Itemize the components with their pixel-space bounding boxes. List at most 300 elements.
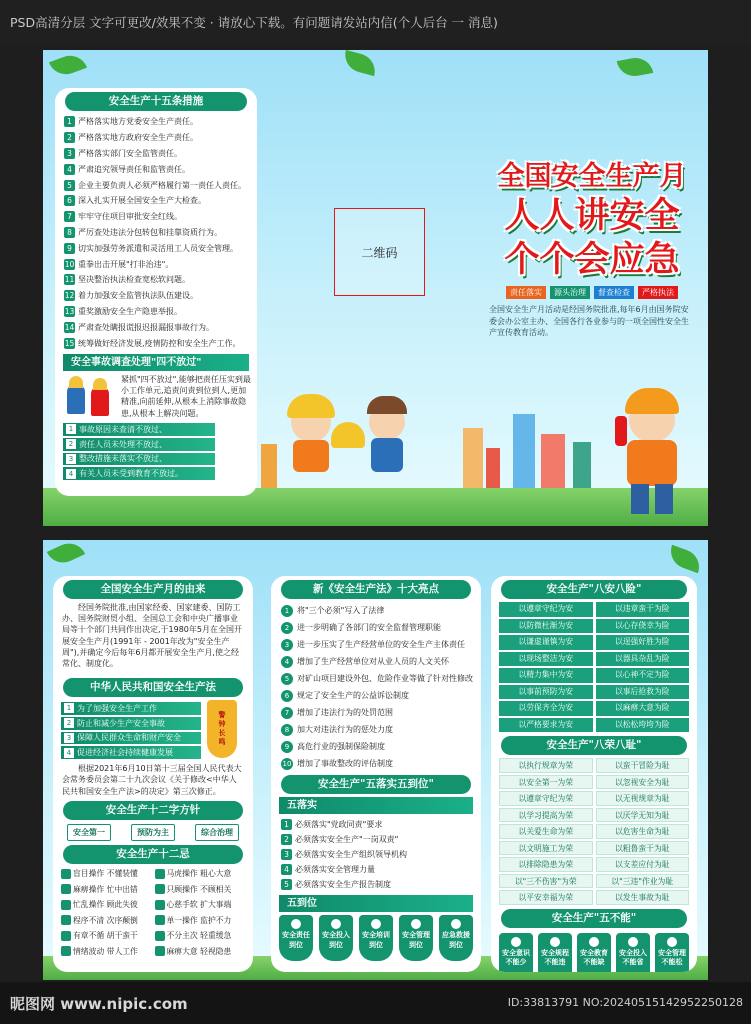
pair-row <box>499 668 689 683</box>
qr-code-placeholder: 二维码 <box>334 208 425 296</box>
taboo-text: 单一操作 监护不力 <box>166 915 232 925</box>
pair-right: 以麻痹大意为险 <box>596 701 690 716</box>
pair-right: 以事后抢救为险 <box>596 685 690 700</box>
building <box>513 414 535 488</box>
number-badge: 7 <box>281 707 293 719</box>
pair-row <box>499 701 689 716</box>
pair-right: 以器具杂乱为险 <box>596 652 690 667</box>
taboo-icon <box>155 869 165 879</box>
law-title: 中华人民共和国安全生产法 <box>63 678 243 697</box>
shield-icon <box>411 919 421 929</box>
measure-item-text: 严格落实地方政府安全生产责任。 <box>78 133 198 143</box>
number-badge: 14 <box>64 322 75 332</box>
taboo-text: 心慈手软 扩大事端 <box>166 900 232 910</box>
pair-left: 以文明施工为荣 <box>499 841 593 856</box>
taboo-item <box>61 945 152 959</box>
law-purpose-item <box>61 717 201 730</box>
number-badge: 8 <box>281 724 293 736</box>
law-highlight-text: 将"三个必须"写入了法律 <box>297 606 385 615</box>
five-sub2: 五到位 <box>279 895 473 912</box>
law-note: 根据2021年6月10日第十三届全国人民代表大会常务委员会第二十九次会议《关于修改<中华人民共和国安全生产法>的决定》第三次修正。 <box>62 764 242 796</box>
pair-row <box>499 857 689 872</box>
shield-text: 应急救援到位 <box>442 931 470 949</box>
shield-badge <box>577 933 611 973</box>
taboo-item <box>61 898 152 912</box>
four-no-item <box>63 438 215 451</box>
number-badge: 5 <box>281 673 293 685</box>
law-highlight <box>281 687 475 704</box>
taboo-icon <box>155 900 165 910</box>
law-purpose-text: 为了加强安全生产工作 <box>77 703 157 713</box>
worker-mascot <box>615 388 693 518</box>
pair-row <box>499 652 689 667</box>
number-badge: 9 <box>64 243 75 254</box>
taboo-item <box>155 929 246 943</box>
law-purpose-item <box>61 746 201 759</box>
five-item <box>281 832 475 847</box>
number-badge: 7 <box>64 211 75 222</box>
measure-item-text: 坚决整治执法检查宽松软问题。 <box>78 275 190 285</box>
measure-item-text: 切实加强劳务派遣和灵活用工人员安全管理。 <box>78 243 238 253</box>
pair-row <box>499 824 689 839</box>
four-no-item <box>63 423 215 436</box>
pair-left: 以防微杜渐为安 <box>499 619 593 634</box>
measure-item <box>64 177 251 193</box>
eight-honor-title: 安全生产"八荣八耻" <box>501 736 687 755</box>
pair-left: 以事前预防为安 <box>499 685 593 700</box>
taboo-item <box>155 883 246 897</box>
building <box>261 444 277 488</box>
measure-item <box>64 130 251 146</box>
measure-item <box>64 304 251 320</box>
pair-right: 以心存侥幸为险 <box>596 619 690 634</box>
measures-list <box>55 114 257 351</box>
taboo-item <box>155 914 246 928</box>
number-badge: 11 <box>64 275 75 285</box>
number-badge: 9 <box>281 741 293 753</box>
pair-left: 以劳保齐全为安 <box>499 701 593 716</box>
watermark-bar <box>0 982 751 1024</box>
shield-badge <box>616 933 650 973</box>
law-highlight <box>281 738 475 755</box>
bell-char: 长 <box>218 729 226 737</box>
twelve-char-chips <box>53 824 253 841</box>
leaf-decoration <box>49 51 87 80</box>
brochure-back <box>43 540 708 980</box>
taboo-item <box>155 867 246 881</box>
site-logo: 昵图网 www.nipic.com <box>10 995 188 1013</box>
shield-icon <box>291 919 301 929</box>
shield-text: 安全投入到位 <box>322 931 350 949</box>
measure-item <box>64 288 251 304</box>
shield-text: 安全管理不能松 <box>658 948 686 966</box>
measure-item-text: 统筹做好经济发展,疫情防控和安全生产工作。 <box>78 338 241 348</box>
measure-item-text: 牢牢守住项目审批安全红线。 <box>78 212 182 222</box>
number-badge: 12 <box>64 291 75 301</box>
four-no-item-text: 有关人员未受到教育不放过。 <box>79 469 183 479</box>
taboo-icon <box>155 946 165 956</box>
measure-item-text: 深入扎实开展全国安全生产大检查。 <box>78 196 206 206</box>
number-badge: 3 <box>281 639 293 651</box>
pair-right: 以无视规章为耻 <box>596 791 690 806</box>
taboo-item <box>155 898 246 912</box>
taboo-text: 只顾操作 不顾相关 <box>166 884 232 894</box>
law-highlight <box>281 636 475 653</box>
law-highlight <box>281 670 475 687</box>
law-highlight-text: 进一步压实了生产经营单位的安全生产主体责任 <box>297 640 465 649</box>
shield-badge <box>359 915 393 961</box>
shield-icon <box>451 919 461 929</box>
pair-right: 以蛮干冒险为耻 <box>596 758 690 773</box>
four-no-title: 安全事故调查处理"四不放过" <box>63 354 249 371</box>
principle-chip: 预防为主 <box>131 824 175 841</box>
bell-char: 警 <box>218 711 226 719</box>
taboo-icon <box>61 869 71 879</box>
shield-icon <box>550 937 560 947</box>
taboo-item <box>61 883 152 897</box>
shield-text: 安全管理到位 <box>402 931 430 949</box>
pair-row <box>499 808 689 823</box>
number-badge: 2 <box>281 834 292 845</box>
law-highlight-text: 增加了违法行为的处罚范围 <box>297 708 393 717</box>
panel-measures <box>55 88 257 496</box>
five-item <box>281 862 475 877</box>
pair-left: 以排除隐患为荣 <box>499 857 593 872</box>
cover-desc: 全国安全生产月活动是经国务院批准,每年6月由国务院安委会办公室主办、全国各行各业参与的一项全国性安全生产宣传教育活动。 <box>489 305 689 337</box>
number-badge: 1 <box>281 819 292 830</box>
law-highlight-text: 加大对违法行为的惩处力度 <box>297 725 393 734</box>
number-badge: 3 <box>64 148 75 159</box>
law-highlight-text: 对矿山项目建设外包、危险作业等做了针对性修改 <box>297 674 473 683</box>
number-badge: 2 <box>281 622 293 634</box>
number-badge: 2 <box>64 132 75 143</box>
five-no-title: 安全生产"五不能" <box>501 909 687 928</box>
image-id: ID:33813791 NO:20240515142952250128 <box>507 996 743 1009</box>
panel-law-highlights <box>271 576 481 972</box>
law-highlight-text: 进一步明确了各部门的安全监督管理职能 <box>297 623 441 632</box>
workers-illustration <box>63 376 119 418</box>
leaf-decoration <box>617 55 654 79</box>
leaf-decoration <box>47 540 85 568</box>
pair-right: 以松松垮垮为险 <box>596 718 690 733</box>
cover-tags <box>483 286 701 299</box>
pair-right: 以忽视安全为耻 <box>596 775 690 790</box>
building <box>463 428 483 488</box>
number-badge: 4 <box>64 164 75 175</box>
pair-right: 以厌学无知为耻 <box>596 808 690 823</box>
building <box>486 448 500 488</box>
shield-icon <box>511 937 521 947</box>
five-item-text: 必须落实安全生产报告制度 <box>295 880 391 889</box>
shield-text: 安全意识不能少 <box>502 948 530 966</box>
law-purpose-text: 防止和减少生产安全事故 <box>77 718 165 728</box>
taboo-item <box>61 914 152 928</box>
taboo-text: 情绪波动 带人工作 <box>73 946 138 956</box>
law-highlight <box>281 755 475 772</box>
eight-honor-table <box>491 758 697 905</box>
number-badge: 4 <box>64 748 74 758</box>
law-highlight <box>281 721 475 738</box>
number-badge: 4 <box>281 864 292 875</box>
pair-row <box>499 758 689 773</box>
number-badge: 1 <box>64 116 75 127</box>
number-badge: 3 <box>281 849 292 860</box>
measure-item <box>64 193 251 209</box>
kids-helmet-illustration <box>273 380 473 488</box>
taboo-icon <box>61 915 71 925</box>
number-badge: 2 <box>66 439 76 449</box>
principle-chip: 安全第一 <box>67 824 111 841</box>
bell-char: 鸣 <box>218 738 226 746</box>
cover-title-line3: 个个会应急 <box>504 240 680 280</box>
taboo-text: 忙乱操作 顾此失彼 <box>73 900 138 910</box>
five-item-text: 必须落实"党政同责"要求 <box>295 820 383 829</box>
taboo-text: 有章不循 胡干蛮干 <box>73 931 138 941</box>
five-no-shields <box>491 931 697 973</box>
law-purpose-list <box>61 700 201 761</box>
number-badge: 15 <box>64 338 75 348</box>
law-purpose-text: 保障人民群众生命和财产安全 <box>77 733 181 743</box>
pair-left: 以学习提高为荣 <box>499 808 593 823</box>
pair-right: 以逞强好胜为险 <box>596 635 690 650</box>
measure-item <box>64 225 251 241</box>
five-item <box>281 877 475 892</box>
number-badge: 5 <box>281 879 292 890</box>
five-item <box>281 847 475 862</box>
five-list <box>271 817 481 892</box>
cover-title-line1: 全国安全生产月 <box>497 161 687 192</box>
number-badge: 3 <box>64 733 74 743</box>
taboo-icon <box>61 900 71 910</box>
law-highlight <box>281 704 475 721</box>
shield-badge <box>319 915 353 961</box>
measure-item <box>64 209 251 225</box>
law-highlight <box>281 653 475 670</box>
four-no-item <box>63 467 215 480</box>
pair-row <box>499 685 689 700</box>
pair-left: 以关爱生命为荣 <box>499 824 593 839</box>
law-purpose-item <box>61 702 201 715</box>
law-highlight-text: 规定了安全生产的公益诉讼制度 <box>297 691 409 700</box>
measure-item-text: 严肃查处瞒报谎报迟报漏报事故行为。 <box>78 322 214 332</box>
shield-badge <box>538 933 572 973</box>
four-no-item-text: 整改措施未落实不放过、 <box>79 454 167 464</box>
number-badge: 10 <box>64 259 75 269</box>
cover-tag: 责任落实 <box>506 286 546 299</box>
number-badge: 1 <box>281 605 293 617</box>
pair-right: 以违章蛮干为险 <box>596 602 690 617</box>
taboo-icon <box>61 931 71 941</box>
pair-row <box>499 635 689 650</box>
pair-row <box>499 718 689 733</box>
measure-item-text: 重拳出击开展"打非治违"。 <box>78 259 174 269</box>
pair-left: 以遵章守纪为安 <box>499 602 593 617</box>
law-highlight-text: 增加了事故整改的评估制度 <box>297 759 393 768</box>
shield-badge <box>439 915 473 961</box>
pair-right: 以支差应付为耻 <box>596 857 690 872</box>
taboo-icon <box>155 884 165 894</box>
shield-badge <box>399 915 433 961</box>
taboos-title: 安全生产十二忌 <box>63 845 243 864</box>
four-no-item-text: 事故原因未查清不放过、 <box>79 424 167 434</box>
five-sub1: 五落实 <box>279 797 473 814</box>
pair-right: 以危害生命为耻 <box>596 824 690 839</box>
shield-icon <box>589 937 599 947</box>
pair-left: 以谦虚谨慎为安 <box>499 635 593 650</box>
measure-item-text: 严格落实地方党委安全生产责任。 <box>78 117 198 127</box>
number-badge: 8 <box>64 227 75 238</box>
number-badge: 1 <box>64 703 74 713</box>
number-badge: 2 <box>64 718 74 728</box>
shield-badge <box>279 915 313 961</box>
shield-text: 安全责任到位 <box>282 931 310 949</box>
law-highlight-text: 高危行业的强制保险制度 <box>297 742 385 751</box>
taboo-item <box>155 945 246 959</box>
taboo-item <box>61 929 152 943</box>
law-highlight <box>281 602 475 619</box>
measure-item <box>64 256 251 272</box>
five-item-text: 必须落实安全管理力量 <box>295 865 375 874</box>
pair-left: 以遵章守纪为荣 <box>499 791 593 806</box>
measure-item-text: 企业主要负责人必须严格履行第一责任人责任。 <box>78 180 246 190</box>
number-badge: 1 <box>66 424 76 434</box>
twelve-char-title: 安全生产十二字方针 <box>63 801 243 820</box>
bell-badge <box>207 700 237 758</box>
measure-item-text: 严厉查处违法分包转包和挂靠资质行为。 <box>78 227 222 237</box>
cover-tag: 严格执法 <box>638 286 678 299</box>
pair-right: 以发生事故为耻 <box>596 890 690 905</box>
taboo-text: 麻痹操作 忙中出错 <box>73 884 138 894</box>
eight-safe-title: 安全生产"八安八险" <box>501 580 687 599</box>
shield-badge <box>655 933 689 973</box>
brochure-front <box>43 50 708 526</box>
number-badge: 10 <box>282 759 292 768</box>
origin-text: 经国务院批准,由国家经委、国家建委、国防工办、国务院财贸小组、全国总工会和中央广播事业局等十个部门共同作出决定,于1980年5月在全国开展安全生产月(1991年 - 2001年改为"安全生产周"),并确定今后每年6月都开展安全生产月,使之经常化、制度化。 <box>62 603 242 669</box>
number-badge: 3 <box>66 454 76 464</box>
principle-chip: 综合治理 <box>195 824 239 841</box>
download-notice: PSD高清分层 文字可更改/效果不变 · 请放心下载。有问题请发站内信(个人后台 一 消息) <box>0 0 751 46</box>
pair-left: 以严格要求为安 <box>499 718 593 733</box>
pair-left: 以"三不伤害"为荣 <box>499 874 593 889</box>
number-badge: 6 <box>64 195 75 206</box>
shield-badge <box>499 933 533 973</box>
pair-left: 以精力集中为安 <box>499 668 593 683</box>
taboo-text: 麻痹大意 轻视隐患 <box>166 946 232 956</box>
shield-text: 安全教育不能缺 <box>580 948 608 966</box>
pair-left: 以平安幸福为荣 <box>499 890 593 905</box>
bell-char: 钟 <box>218 720 226 728</box>
measures-title: 安全生产十五条措施 <box>65 92 247 111</box>
number-badge: 4 <box>281 656 293 668</box>
pair-row <box>499 619 689 634</box>
cover-tag: 源头治理 <box>550 286 590 299</box>
panel-eight <box>491 576 697 972</box>
pair-row <box>499 890 689 905</box>
measure-item-text: 严格落实部门安全监管责任。 <box>78 148 182 158</box>
building <box>573 442 591 488</box>
shield-text: 安全规程不能违 <box>541 948 569 966</box>
shield-icon <box>667 937 677 947</box>
four-no-item-text: 责任人员未处理不放过、 <box>79 439 167 449</box>
four-no-desc: 紧抓"四不放过",能够把责任压实到最小工作单元,追责问责到位到人,更加精准,向前延伸,从根本上消除事故隐患,从根本上解决问题。 <box>121 374 251 418</box>
law-new-list <box>271 602 481 772</box>
five-item-text: 必须落实安全生产组织领导机构 <box>295 850 407 859</box>
pair-left: 以现场整洁为安 <box>499 652 593 667</box>
origin-title: 全国安全生产月的由来 <box>63 580 243 599</box>
measure-item <box>64 240 251 256</box>
number-badge: 5 <box>64 180 75 191</box>
taboo-icon <box>155 931 165 941</box>
pair-row <box>499 791 689 806</box>
law-new-title: 新《安全生产法》十大亮点 <box>281 580 471 599</box>
four-no-list <box>55 419 257 480</box>
pair-row <box>499 602 689 617</box>
taboo-text: 不分主次 轻重缓急 <box>166 931 232 941</box>
eight-safe-table <box>491 602 697 732</box>
taboo-item <box>61 867 152 881</box>
cover-title-line2: 人人讲安全 <box>504 196 680 236</box>
taboo-text: 程序不清 次序颠倒 <box>73 915 138 925</box>
building <box>541 434 565 488</box>
number-badge: 4 <box>66 469 76 479</box>
shield-text: 安全投入不能省 <box>619 948 647 966</box>
leaf-decoration <box>666 545 704 574</box>
panel-origin <box>53 576 253 972</box>
shield-text: 安全培训到位 <box>362 931 390 949</box>
five-title: 安全生产"五落实五到位" <box>281 775 471 794</box>
four-no-item <box>63 453 215 466</box>
shield-icon <box>628 937 638 947</box>
pair-left: 以安全第一为荣 <box>499 775 593 790</box>
pair-right: 以心神不定为险 <box>596 668 690 683</box>
taboos-grid <box>61 867 245 958</box>
shield-icon <box>331 919 341 929</box>
cover-title-block <box>483 160 701 339</box>
five-item <box>281 817 475 832</box>
taboo-icon <box>61 946 71 956</box>
measure-item <box>64 161 251 177</box>
taboo-text: 马虎操作 粗心大意 <box>166 869 232 879</box>
shield-icon <box>371 919 381 929</box>
bell-label <box>219 711 226 747</box>
taboo-text: 盲目操作 不懂装懂 <box>73 869 138 879</box>
measure-item <box>64 146 251 162</box>
pair-right: 以粗鲁蛮干为耻 <box>596 841 690 856</box>
measure-item <box>64 114 251 130</box>
number-badge: 13 <box>64 306 75 316</box>
taboo-icon <box>61 884 71 894</box>
number-badge: 6 <box>281 690 293 702</box>
law-highlight <box>281 619 475 636</box>
cover-tag: 督查检查 <box>594 286 634 299</box>
law-highlight-text: 增加了生产经营单位对从业人员的人文关怀 <box>297 657 449 666</box>
measure-item-text: 着力加强安全监管执法队伍建设。 <box>78 291 198 301</box>
leaf-decoration <box>341 50 379 76</box>
taboo-icon <box>155 915 165 925</box>
measure-item-text: 重奖激励安全生产隐患举报。 <box>78 306 182 316</box>
measure-item <box>64 272 251 288</box>
measure-item-text: 严肃追究领导责任和监管责任。 <box>78 164 190 174</box>
five-item-text: 必须落实安全生产"一岗双责" <box>295 835 399 844</box>
measure-item <box>64 319 251 335</box>
pair-right: 以"三违"作业为耻 <box>596 874 690 889</box>
measure-item <box>64 335 251 351</box>
law-purpose-text: 促进经济社会持续健康发展 <box>77 748 173 758</box>
law-purpose-item <box>61 732 201 745</box>
pair-row <box>499 874 689 889</box>
pair-row <box>499 841 689 856</box>
five-shields <box>271 915 481 961</box>
